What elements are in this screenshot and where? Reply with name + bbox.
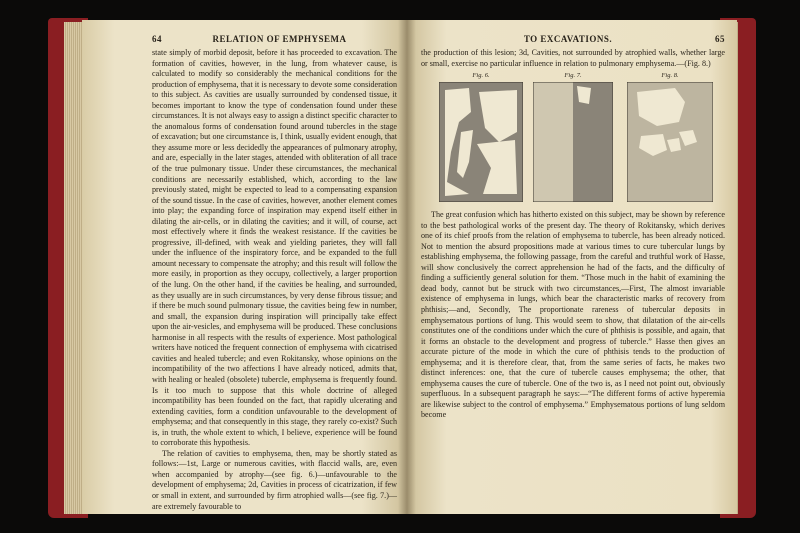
left-paragraph-2: The relation of cavities to emphysema, then, may be shortly stated as follows:—1st, Large or numerous cavities, with flaccid walls, are, even when accompanied by atrophy—(see fig. 6.)—unfavourable to the development of emphysema; 2d, Cavities in process of cicatrization, if few or small in extent, and surrounded by firm atrophied walls—(see fig. 7.)—are extremely favourable to (152, 448, 397, 511)
right-page-header (421, 34, 725, 44)
figure-7 (533, 72, 613, 202)
left-page-body (152, 48, 397, 512)
page-edges-left (64, 22, 84, 514)
figure-8-illustration (627, 82, 713, 202)
left-page-number: 64 (152, 34, 162, 44)
left-running-head: RELATION OF EMPHYSEMA (212, 34, 347, 44)
right-page (407, 20, 737, 514)
figure-6 (439, 72, 523, 202)
right-page-number: 65 (715, 34, 725, 44)
book-gutter (398, 20, 416, 514)
figure-plate (421, 72, 725, 204)
right-page-intro (421, 48, 725, 69)
right-intro-paragraph: the production of this lesion; 3d, Cavities, not surrounded by atrophied walls, whether large or small, exercise no particular influence in relation to pulmonary emphysema.—(Fig. 8.) (421, 48, 725, 68)
figure-7-illustration (533, 82, 613, 202)
right-running-head: TO EXCAVATIONS. (523, 34, 613, 44)
figure-6-illustration (439, 82, 523, 202)
figure-8-label: Fig. 8. (661, 72, 679, 80)
figure-8 (627, 72, 713, 202)
left-page-header (152, 34, 397, 44)
figure-7-label: Fig. 7. (564, 72, 582, 80)
figure-6-label: Fig. 6. (472, 72, 490, 80)
left-paragraph-1: state simply of morbid deposit, before it has proceeded to excavation. The formation of cavities, however, in the lung, from whatever cause, is calculated to modify so considerably the mechanical conditions for the production of emphysema, that it is necessary to devote some consideration to this subject. As cavities are usually surrounded by condensed tissue, it becomes important to know the type of condensation found under these circumstances. It is not always easy to assign a distinct specific character to the anomalous forms of condensation found around tubercles in the stage of excavation; but one circumstance is, I think, usually evident enough, that they assume more or less decidedly the appearances of pulmonary atrophy, and are, especially in the later stages, attended with obliteration of all trace of the true pulmonary tissue. Under these circumstances, the mechanical conditions are necessarily established, which, according to the law previously stated, might be expected to lead to a compensating expansion of the sound tissue. In the case of cavities, however, another element comes into play; the expanding force of inspiration may expend itself either in dilating the air-cells, or in dilating the cavities; and it will, of course, act most effectively where it finds the weakest resistance. If the cavities be progressive, ill-defined, with weak and yielding parietes, they will fall under the influence of the inspiratory force, and be expanded to the full amount necessary to compensate the atrophy; and this result will follow the more easily, in proportion as they occupy, collectively, a larger proportion of the lung. On the other hand, if the cavities be healing, and surrounded, as they usually are in such circumstances, by very dense fibrous tissue; and if there be much sound pulmonary tissue, the cavities being few in number, and small, the expansion during inspiration will principally take effect upon the air-vesicles, and emphysema will be produced. These conclusions harmonise in all respects with the results of experience. Most pathological writers have noticed the frequent connection of emphysema with cicatrised cavities and healed tubercle; and even Rokitansky, whose opinions on the incompatibility of the two affections I have already noticed, admits that, with healing or healed (obsolete) tubercle, emphysema is frequently found. Is it too much to suppose that this whole doctrine of alleged incompatibility has been founded on the fact, that rapidly ulcerating and extending cavities, form a condition unfavourable to the development of emphysema; and that consequently in this stage, they rarely co-exist? Such is, in truth, the whole extent to which, I believe, experience will be found to corroborate this hypothesis. (152, 48, 397, 448)
right-paragraph-1: The great confusion which has hitherto existed on this subject, may be shown by reference to the best pathological works of the present day. The theory of Rokitansky, which derives one of its chief proofs from the relation of emphysema to tubercle, has been already noticed. Not to mention the absurd propositions made at various times to cure tubercular lungs by establishing emphysema, the following passage, from the careful and truthful work of Hasse, will show conclusively the correct apprehension he had of the facts, and the difficulty of finding a sufficiently general solution for them. “Those much in the habit of examining the dead body, cannot but be struck with two circumstances,—First, The almost invariable existence of emphysema in lungs, which bear the characteristic marks of recovery from phthisis;—and, Secondly, The proportionate rareness of tubercular deposits in emphysematous portions of lung. This would seem to show, that dilatation of the air-cells constitutes one of the conditions under which the cure of phthisis is possible, and again, that it forms an obstacle to the development and progress of tubercle.” Hasse then gives an accurate picture of the mode in which the cure of phthisis tends to the production of emphysema; and it is therefore clear, that, from the same series of facts, he makes two distinct inferences: one, that the cure of tubercle causes emphysema; the other, that emphysema causes the cure of tubercle. One of the two is, as I need not point out, obviously superfluous. In a subsequent paragraph he says:—“The different forms of active hyperemia are likewise subject to the control of emphysema.” Emphysematous portions of lung seldom become (421, 210, 725, 420)
right-page-body (421, 210, 725, 421)
left-page (82, 20, 407, 514)
